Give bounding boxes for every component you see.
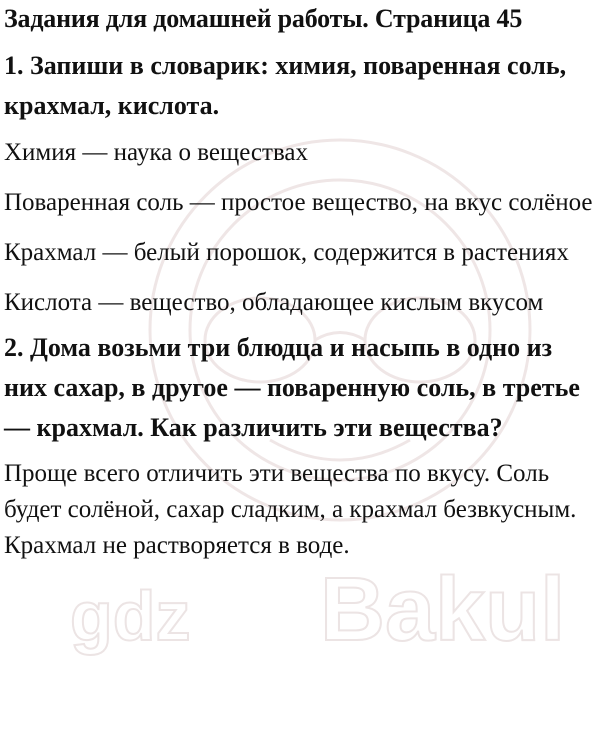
watermark-text-gdz: gdz [70, 577, 191, 655]
task-1-answer-3: Крахмал — белый порошок, содержится в растениях [4, 239, 569, 266]
task-1-question: 1. Запиши в словарик: химия, поваренная соль, крахмал, кислота. [4, 51, 567, 120]
page-title: Задания для домашней работы. Страница 45 [4, 4, 523, 33]
task-2-question: 2. Дома возьми три блюдца и насыпь в одно из них сахар, в другое — поваренную соль, в третье — крахмал. Как различить эти вещества? [4, 333, 580, 442]
watermark-text-bakul: Bakul [320, 560, 566, 660]
task-1-answer-1: Химия — наука о веществах [4, 139, 309, 166]
task-1-answer-4: Кислота — вещество, обладающее кислым вкусом [4, 289, 544, 316]
task-2-answer: Проще всего отличить эти вещества по вкусу. Соль будет солёной, сахар сладким, а крахмал безвкусным. Крахмал не растворяется в воде. [4, 460, 577, 559]
task-1-answer-2: Поваренная соль — простое вещество, на вкус солёное [4, 189, 593, 216]
